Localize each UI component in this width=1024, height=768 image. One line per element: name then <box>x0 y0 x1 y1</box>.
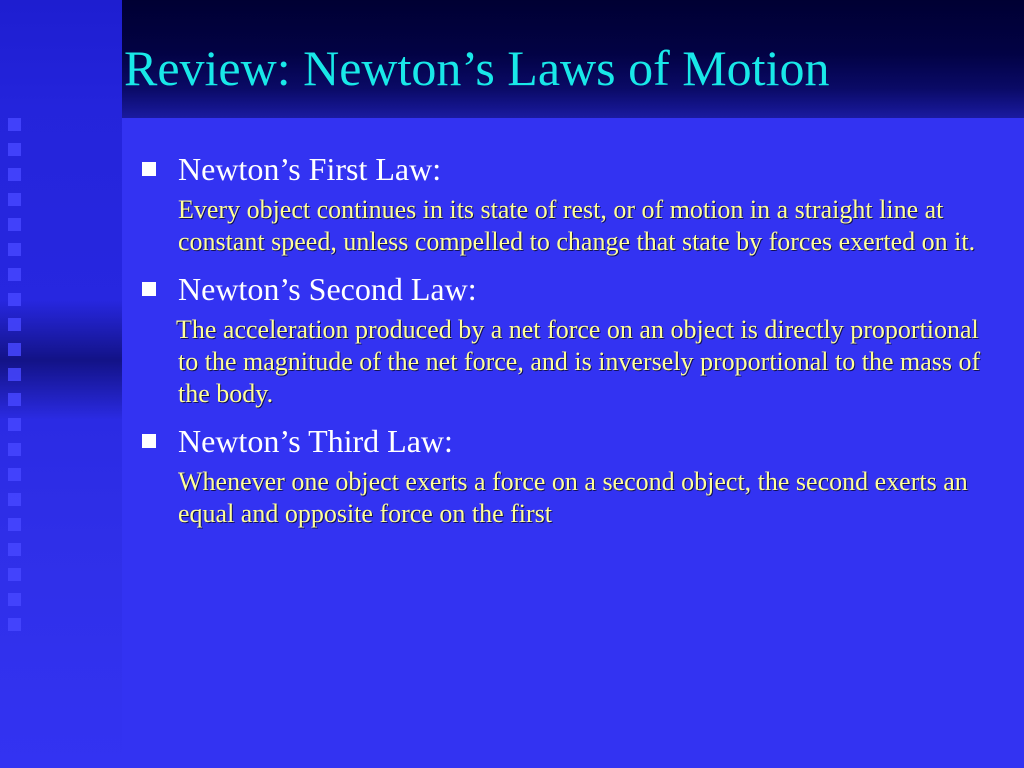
decorative-square <box>8 568 21 581</box>
square-bullet-icon <box>142 162 156 176</box>
square-bullet-icon <box>142 434 156 448</box>
slide-content <box>140 148 1000 540</box>
law-heading-text: Newton’s Third Law: <box>178 422 453 459</box>
decorative-square <box>8 393 21 406</box>
decorative-square <box>8 143 21 156</box>
decorative-square <box>8 593 21 606</box>
decorative-square <box>8 618 21 631</box>
law-heading-first <box>140 148 1000 190</box>
top-left-panel <box>0 0 122 110</box>
square-bullet-icon <box>142 282 156 296</box>
decorative-square <box>8 443 21 456</box>
decorative-square <box>8 218 21 231</box>
law-heading-text: Newton’s Second Law: <box>178 270 477 307</box>
slide-title: Review: Newton’s Laws of Motion <box>124 40 830 96</box>
law-block-third <box>140 420 1000 530</box>
decorative-square <box>8 193 21 206</box>
decorative-square <box>8 318 21 331</box>
law-heading-third <box>140 420 1000 462</box>
decorative-square-column <box>8 118 24 643</box>
law-block-first <box>140 148 1000 258</box>
decorative-square <box>8 518 21 531</box>
law-body-second: The acceleration produced by a net force on an object is directly proportional to the magnitude of the net force, and is inversely proportional to the mass of the body. <box>176 315 981 408</box>
decorative-square <box>8 493 21 506</box>
decorative-square <box>8 343 21 356</box>
decorative-square <box>8 543 21 556</box>
decorative-square <box>8 243 21 256</box>
decorative-square <box>8 368 21 381</box>
law-body-first: Every object continues in its state of rest, or of motion in a straight line at constant speed, unless compelled to change that state by forces exerted on it. <box>178 195 976 256</box>
decorative-square <box>8 418 21 431</box>
decorative-square <box>8 118 21 131</box>
decorative-square <box>8 268 21 281</box>
law-heading-text: Newton’s First Law: <box>178 150 442 187</box>
law-block-second <box>140 268 1000 410</box>
decorative-square <box>8 168 21 181</box>
law-heading-second <box>140 268 1000 310</box>
decorative-square <box>8 293 21 306</box>
decorative-square <box>8 468 21 481</box>
law-body-third: Whenever one object exerts a force on a second object, the second exerts an equal and opposite force on the first <box>178 467 968 528</box>
